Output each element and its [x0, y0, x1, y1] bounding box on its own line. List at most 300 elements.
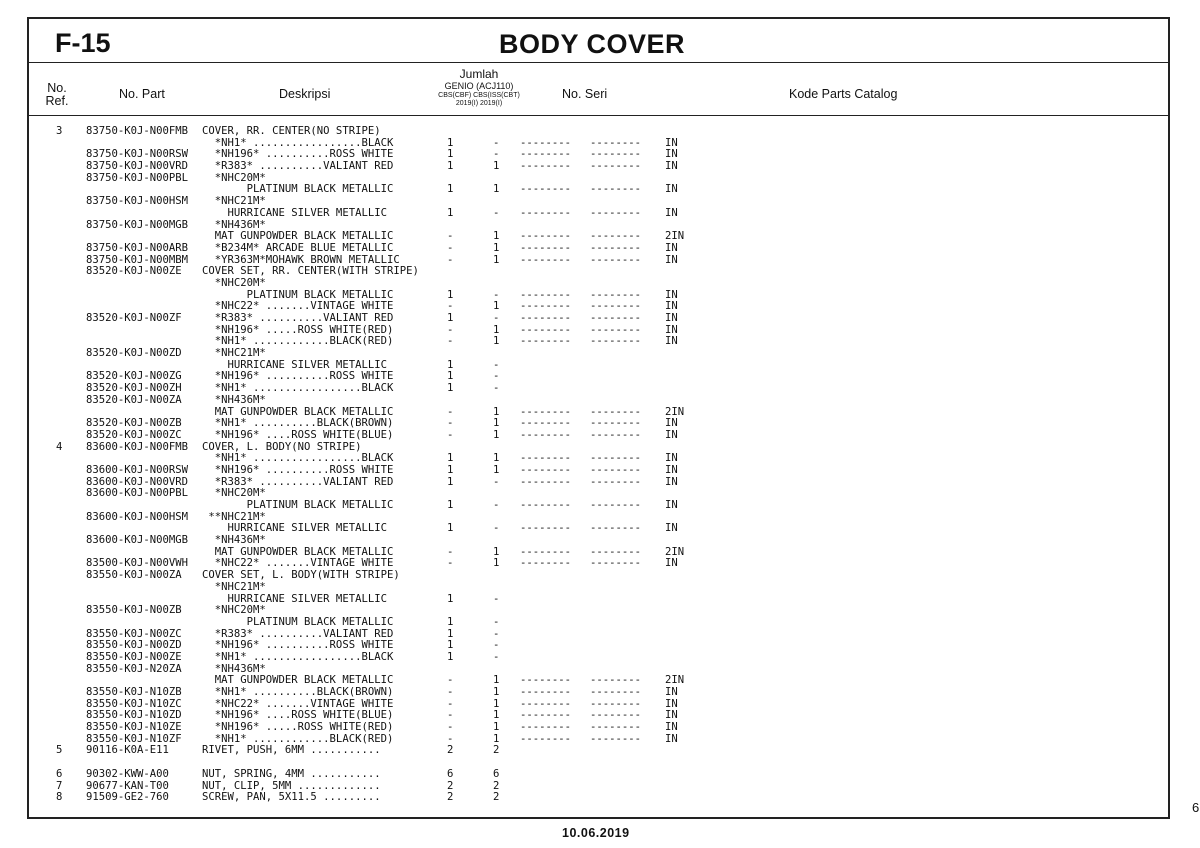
- cell-s2: --------: [590, 452, 642, 465]
- table-row: [29, 605, 1172, 617]
- cell-s2: --------: [590, 160, 642, 173]
- cell-s2: --------: [590, 241, 642, 254]
- cell-q2: 1: [493, 335, 500, 348]
- cell-cat: IN: [665, 160, 678, 173]
- cell-s1: --------: [520, 160, 572, 173]
- page-title: BODY COVER: [499, 29, 686, 59]
- table-row: [29, 781, 1172, 793]
- cell-s2: --------: [590, 545, 642, 558]
- cell-q1: 2: [447, 779, 454, 792]
- cell-desc: *NH1* .................BLACK: [202, 452, 394, 465]
- cell-part: 83520-K0J-N00ZB: [86, 417, 182, 430]
- cell-desc: MAT GUNPOWDER BLACK METALLIC: [202, 405, 394, 418]
- cell-s2: --------: [590, 288, 642, 301]
- cell-desc: *NHC22* .......VINTAGE WHITE: [202, 697, 394, 710]
- cell-q1: 1: [447, 148, 454, 161]
- cell-q2: -: [493, 499, 500, 511]
- cell-q2: -: [493, 358, 500, 371]
- cell-q1: 1: [447, 463, 454, 476]
- cell-desc: *NH436M*: [202, 218, 266, 231]
- cell-s1: --------: [520, 335, 572, 348]
- catalog-page: [27, 17, 1170, 819]
- cell-q1: -: [447, 405, 454, 418]
- table-row: [29, 722, 1172, 734]
- cell-s1: --------: [520, 417, 572, 430]
- cell-s1: --------: [520, 463, 572, 476]
- cell-desc: *NH1* .................BLACK: [202, 650, 394, 663]
- cell-s2: --------: [590, 230, 642, 243]
- cell-cat: IN: [665, 288, 678, 301]
- cell-q2: 2: [493, 744, 500, 757]
- table-row: [29, 161, 1172, 173]
- cell-q1: -: [447, 674, 454, 687]
- cell-desc: HURRICANE SILVER METALLIC: [202, 206, 387, 219]
- table-row: [29, 348, 1172, 360]
- cell-part: 83550-K0J-N00ZC: [86, 627, 182, 640]
- cell-s1: --------: [520, 557, 572, 570]
- cell-part: 83520-K0J-N00ZE: [86, 265, 182, 278]
- table-row: [29, 617, 1172, 629]
- cell-q1: 1: [447, 288, 454, 301]
- cell-cat: IN: [665, 241, 678, 254]
- cell-s1: --------: [520, 697, 572, 710]
- cell-part: 83750-K0J-N00ARB: [86, 241, 189, 254]
- cell-desc: *NHC22* .......VINTAGE WHITE: [202, 557, 394, 570]
- table-row: [29, 734, 1172, 746]
- cell-desc: HURRICANE SILVER METALLIC: [202, 522, 387, 535]
- table-row: [29, 558, 1172, 570]
- cell-desc: *NH196* .....ROSS WHITE(RED): [202, 323, 394, 336]
- cell-q1: 2: [447, 744, 454, 757]
- cell-q1: -: [447, 697, 454, 710]
- cell-q2: -: [493, 615, 500, 628]
- cell-desc: *NHC20M*: [202, 171, 266, 184]
- table-row: [29, 313, 1172, 325]
- cell-q2: -: [493, 382, 500, 395]
- cell-s1: --------: [520, 732, 572, 745]
- cell-desc: *NH196* ..........ROSS WHITE: [202, 148, 394, 161]
- cell-cat: IN: [665, 721, 678, 734]
- table-row: [29, 640, 1172, 652]
- cell-q2: -: [493, 639, 500, 652]
- cell-desc: NUT, CLIP, 5MM .............: [202, 779, 381, 792]
- table-row: [29, 266, 1172, 278]
- cell-s1: --------: [520, 241, 572, 254]
- cell-desc: *R383* ..........VALIANT RED: [202, 160, 394, 173]
- cell-desc: **NHC21M*: [202, 510, 266, 523]
- cell-s2: --------: [590, 253, 642, 266]
- cell-s2: --------: [590, 428, 642, 441]
- cell-s2: --------: [590, 136, 642, 149]
- cell-part: 83600-K0J-N00PBL: [86, 487, 189, 500]
- cell-cat: IN: [665, 709, 678, 722]
- cell-q1: 2: [447, 791, 454, 804]
- cell-desc: *NHC20M*: [202, 604, 266, 617]
- cell-q2: -: [493, 206, 500, 219]
- table-row: [29, 371, 1172, 383]
- cell-desc: PLATINUM BLACK METALLIC: [202, 183, 394, 196]
- cell-cat: IN: [665, 686, 678, 698]
- cell-part: 83520-K0J-N00ZA: [86, 393, 182, 406]
- cell-desc: HURRICANE SILVER METALLIC: [202, 592, 387, 605]
- cell-cat: 2IN: [665, 230, 685, 243]
- cell-s2: --------: [590, 335, 642, 348]
- cell-desc: RIVET, PUSH, 6MM ...........: [202, 744, 381, 757]
- cell-desc: HURRICANE SILVER METALLIC: [202, 358, 387, 371]
- column-header-seri: No. Seri: [562, 87, 608, 101]
- cell-q1: -: [447, 335, 454, 348]
- table-row: [29, 383, 1172, 395]
- cell-q2: 2: [493, 779, 500, 792]
- cell-q2: -: [493, 650, 500, 663]
- table-row: [29, 360, 1172, 372]
- cell-cat: IN: [665, 300, 678, 313]
- cell-q2: 1: [493, 183, 500, 196]
- cell-s2: --------: [590, 475, 642, 488]
- cell-desc: COVER SET, L. BODY(WITH STRIPE): [202, 569, 400, 582]
- cell-desc: *NHC20M*: [202, 487, 266, 500]
- cell-desc: COVER SET, RR. CENTER(WITH STRIPE): [202, 265, 419, 278]
- cell-q2: -: [493, 288, 500, 301]
- cell-cat: IN: [665, 452, 678, 465]
- cell-q1: -: [447, 545, 454, 558]
- cell-part: 90677-KAN-T00: [86, 779, 169, 792]
- cell-desc: *NH436M*: [202, 662, 266, 675]
- cell-q2: 1: [493, 300, 500, 313]
- cell-cat: IN: [665, 557, 678, 570]
- cell-desc: PLATINUM BLACK METALLIC: [202, 499, 394, 511]
- cell-s1: --------: [520, 230, 572, 243]
- cell-q1: 1: [447, 183, 454, 196]
- cell-part: 83750-K0J-N00FMB: [86, 125, 189, 137]
- cell-q1: 1: [447, 370, 454, 383]
- cell-q2: -: [493, 522, 500, 535]
- cell-s1: --------: [520, 686, 572, 698]
- cell-desc: PLATINUM BLACK METALLIC: [202, 288, 394, 301]
- cell-s1: --------: [520, 288, 572, 301]
- cell-q2: 1: [493, 697, 500, 710]
- table-row: [29, 395, 1172, 407]
- cell-part: 83550-K0J-N20ZA: [86, 662, 182, 675]
- cell-part: 83750-K0J-N00VRD: [86, 160, 189, 173]
- cell-part: 83600-K0J-N00FMB: [86, 440, 189, 453]
- cell-cat: IN: [665, 183, 678, 196]
- cell-cat: IN: [665, 697, 678, 710]
- cell-ref: 5: [56, 744, 63, 757]
- cell-q2: -: [493, 592, 500, 605]
- cell-cat: IN: [665, 312, 678, 324]
- table-row: [29, 255, 1172, 267]
- cell-s1: --------: [520, 148, 572, 161]
- cell-q1: -: [447, 323, 454, 336]
- table-row: [29, 535, 1172, 547]
- cell-s2: --------: [590, 300, 642, 313]
- table-row: [29, 769, 1172, 781]
- cell-s2: --------: [590, 557, 642, 570]
- cell-s2: --------: [590, 417, 642, 430]
- cell-part: 83500-K0J-N00VWH: [86, 557, 189, 570]
- column-header-desc: Deskripsi: [279, 87, 331, 101]
- cell-desc: *R383* ..........VALIANT RED: [202, 475, 394, 488]
- page-number: 6: [1192, 800, 1200, 815]
- parts-table: [29, 126, 1172, 804]
- cell-part: 83600-K0J-N00MGB: [86, 534, 189, 547]
- cell-q2: 1: [493, 674, 500, 687]
- cell-s1: --------: [520, 405, 572, 418]
- column-header-kode: Kode Parts Catalog: [789, 87, 898, 101]
- cell-q1: 1: [447, 160, 454, 173]
- cell-s2: --------: [590, 674, 642, 687]
- cell-desc: *NH436M*: [202, 534, 266, 547]
- cell-part: 83750-K0J-N00MBM: [86, 253, 189, 266]
- cell-s2: --------: [590, 405, 642, 418]
- cell-s1: --------: [520, 545, 572, 558]
- cell-desc: *B234M* ARCADE BLUE METALLIC: [202, 241, 394, 254]
- cell-s1: --------: [520, 312, 572, 324]
- cell-q1: 1: [447, 312, 454, 324]
- cell-part: 83520-K0J-N00ZF: [86, 312, 182, 324]
- cell-q2: 1: [493, 323, 500, 336]
- cell-desc: SCREW, PAN, 5X11.5 .........: [202, 791, 381, 804]
- cell-desc: *YR363M*MOHAWK BROWN METALLIC: [202, 253, 400, 266]
- cell-cat: IN: [665, 499, 678, 511]
- cell-desc: PLATINUM BLACK METALLIC: [202, 615, 394, 628]
- cell-desc: *NH196* ....ROSS WHITE(BLUE): [202, 428, 394, 441]
- cell-q1: 1: [447, 592, 454, 605]
- cell-part: 83520-K0J-N00ZD: [86, 347, 182, 360]
- cell-part: 83600-K0J-N00VRD: [86, 475, 189, 488]
- cell-cat: IN: [665, 148, 678, 161]
- column-header-jumlah: Jumlah GENIO (ACJ110) CBS(CBF) CBS(ISS(CBT) 2019(I) 2019(I): [438, 67, 520, 107]
- cell-s2: --------: [590, 709, 642, 722]
- cell-part: 83750-K0J-N00PBL: [86, 171, 189, 184]
- cell-part: 83750-K0J-N00MGB: [86, 218, 189, 231]
- cell-cat: 2IN: [665, 545, 685, 558]
- cell-q1: -: [447, 709, 454, 722]
- cell-q2: -: [493, 475, 500, 488]
- cell-cat: IN: [665, 206, 678, 219]
- cell-desc: *NHC20M*: [202, 276, 266, 289]
- cell-ref: 6: [56, 767, 63, 780]
- cell-part: 83550-K0J-N10ZF: [86, 732, 182, 745]
- cell-s2: --------: [590, 721, 642, 734]
- column-header-divider: [29, 115, 1168, 116]
- cell-cat: IN: [665, 323, 678, 336]
- column-header-part: No. Part: [119, 87, 165, 101]
- cell-desc: *R383* ..........VALIANT RED: [202, 627, 394, 640]
- cell-s2: --------: [590, 323, 642, 336]
- cell-part: 83550-K0J-N10ZB: [86, 686, 182, 698]
- cell-part: 83520-K0J-N00ZH: [86, 382, 182, 395]
- cell-desc: *NH196* ..........ROSS WHITE: [202, 370, 394, 383]
- cell-s2: --------: [590, 686, 642, 698]
- cell-q2: -: [493, 148, 500, 161]
- cell-s1: --------: [520, 452, 572, 465]
- cell-s1: --------: [520, 136, 572, 149]
- cell-desc: *NH196* .....ROSS WHITE(RED): [202, 721, 394, 734]
- table-row: [29, 500, 1172, 512]
- cell-desc: *NH1* ..........BLACK(BROWN): [202, 417, 394, 430]
- cell-q1: -: [447, 241, 454, 254]
- table-row: [29, 570, 1172, 582]
- table-row: [29, 208, 1172, 220]
- cell-cat: IN: [665, 136, 678, 149]
- cell-s1: --------: [520, 499, 572, 511]
- cell-q1: 1: [447, 475, 454, 488]
- cell-s2: --------: [590, 148, 642, 161]
- cell-desc: MAT GUNPOWDER BLACK METALLIC: [202, 230, 394, 243]
- cell-desc: *NH436M*: [202, 393, 266, 406]
- table-row: [29, 477, 1172, 489]
- cell-q2: 1: [493, 230, 500, 243]
- cell-cat: 2IN: [665, 405, 685, 418]
- cell-part: 83550-K0J-N00ZA: [86, 569, 182, 582]
- table-row: [29, 757, 1172, 769]
- cell-q2: 1: [493, 160, 500, 173]
- cell-q1: 1: [447, 382, 454, 395]
- cell-desc: *NH1* .................BLACK: [202, 136, 394, 149]
- cell-s1: --------: [520, 323, 572, 336]
- cell-desc: *NH1* ............BLACK(RED): [202, 732, 394, 745]
- cell-part: 83550-K0J-N00ZB: [86, 604, 182, 617]
- cell-cat: IN: [665, 463, 678, 476]
- cell-part: 90302-KWW-A00: [86, 767, 169, 780]
- cell-q2: -: [493, 370, 500, 383]
- cell-q2: 1: [493, 732, 500, 745]
- cell-q2: 1: [493, 253, 500, 266]
- table-row: [29, 629, 1172, 641]
- cell-q1: 1: [447, 650, 454, 663]
- cell-desc: *NHC21M*: [202, 195, 266, 208]
- cell-s1: --------: [520, 206, 572, 219]
- cell-desc: *NH196* ....ROSS WHITE(BLUE): [202, 709, 394, 722]
- cell-cat: IN: [665, 335, 678, 348]
- table-row: [29, 687, 1172, 699]
- cell-s1: --------: [520, 183, 572, 196]
- cell-q1: 6: [447, 767, 454, 780]
- cell-cat: IN: [665, 475, 678, 488]
- cell-q1: 1: [447, 499, 454, 511]
- table-row: [29, 523, 1172, 535]
- cell-ref: 4: [56, 440, 63, 453]
- cell-q2: 1: [493, 463, 500, 476]
- header-divider: [29, 62, 1168, 63]
- cell-q1: -: [447, 428, 454, 441]
- cell-q1: 1: [447, 639, 454, 652]
- cell-q1: -: [447, 732, 454, 745]
- cell-s1: --------: [520, 522, 572, 535]
- cell-q2: -: [493, 136, 500, 149]
- cell-desc: MAT GUNPOWDER BLACK METALLIC: [202, 545, 394, 558]
- cell-desc: COVER, L. BODY(NO STRIPE): [202, 440, 362, 453]
- cell-desc: *NHC22* .......VINTAGE WHITE: [202, 300, 394, 313]
- cell-q1: -: [447, 417, 454, 430]
- cell-q2: 1: [493, 709, 500, 722]
- cell-desc: NUT, SPRING, 4MM ...........: [202, 767, 381, 780]
- cell-q1: 1: [447, 615, 454, 628]
- section-code: F-15: [55, 28, 111, 58]
- cell-q2: -: [493, 312, 500, 324]
- cell-desc: *R383* ..........VALIANT RED: [202, 312, 394, 324]
- table-row: [29, 745, 1172, 757]
- cell-part: 83550-K0J-N00ZD: [86, 639, 182, 652]
- cell-q1: -: [447, 300, 454, 313]
- cell-s1: --------: [520, 253, 572, 266]
- cell-q2: 6: [493, 767, 500, 780]
- table-row: [29, 430, 1172, 442]
- table-row: [29, 243, 1172, 255]
- cell-q2: 1: [493, 545, 500, 558]
- cell-cat: IN: [665, 253, 678, 266]
- table-row: [29, 465, 1172, 477]
- cell-q1: -: [447, 721, 454, 734]
- cell-q1: 1: [447, 358, 454, 371]
- cell-s2: --------: [590, 312, 642, 324]
- cell-desc: MAT GUNPOWDER BLACK METALLIC: [202, 674, 394, 687]
- cell-q2: 1: [493, 557, 500, 570]
- cell-s2: --------: [590, 522, 642, 535]
- cell-q2: 1: [493, 417, 500, 430]
- cell-q2: 1: [493, 452, 500, 465]
- cell-q2: 1: [493, 428, 500, 441]
- cell-q1: -: [447, 230, 454, 243]
- cell-cat: 2IN: [665, 674, 685, 687]
- cell-ref: 7: [56, 779, 63, 792]
- table-row: [29, 184, 1172, 196]
- cell-ref: 8: [56, 791, 63, 804]
- cell-q2: -: [493, 627, 500, 640]
- cell-part: 83750-K0J-N00HSM: [86, 195, 189, 208]
- cell-q2: 1: [493, 686, 500, 698]
- cell-s2: --------: [590, 463, 642, 476]
- cell-s1: --------: [520, 674, 572, 687]
- cell-cat: IN: [665, 522, 678, 535]
- column-header-ref: No. Ref.: [45, 81, 69, 108]
- cell-desc: *NH196* ..........ROSS WHITE: [202, 639, 394, 652]
- cell-s1: --------: [520, 300, 572, 313]
- cell-part: 91509-GE2-760: [86, 791, 169, 804]
- cell-part: 83550-K0J-N10ZE: [86, 721, 182, 734]
- cell-s2: --------: [590, 206, 642, 219]
- cell-q1: -: [447, 557, 454, 570]
- cell-part: 83520-K0J-N00ZG: [86, 370, 182, 383]
- cell-desc: COVER, RR. CENTER(NO STRIPE): [202, 125, 381, 137]
- cell-cat: IN: [665, 417, 678, 430]
- cell-q1: -: [447, 253, 454, 266]
- cell-part: 83750-K0J-N00RSW: [86, 148, 189, 161]
- cell-s1: --------: [520, 721, 572, 734]
- cell-desc: *NHC21M*: [202, 580, 266, 593]
- table-row: [29, 594, 1172, 606]
- cell-part: 83550-K0J-N00ZE: [86, 650, 182, 663]
- cell-q1: 1: [447, 452, 454, 465]
- cell-q1: 1: [447, 136, 454, 149]
- cell-part: 90116-K0A-E11: [86, 744, 169, 757]
- cell-cat: IN: [665, 732, 678, 745]
- cell-q1: 1: [447, 206, 454, 219]
- cell-part: 83520-K0J-N00ZC: [86, 428, 182, 441]
- cell-desc: *NH196* ..........ROSS WHITE: [202, 463, 394, 476]
- table-row: [29, 582, 1172, 594]
- table-row: [29, 652, 1172, 664]
- table-row: [29, 336, 1172, 348]
- cell-part: 83600-K0J-N00RSW: [86, 463, 189, 476]
- cell-desc: *NHC21M*: [202, 347, 266, 360]
- cell-s1: --------: [520, 475, 572, 488]
- cell-part: 83600-K0J-N00HSM: [86, 510, 189, 523]
- cell-desc: *NH1* .................BLACK: [202, 382, 394, 395]
- cell-q2: 1: [493, 405, 500, 418]
